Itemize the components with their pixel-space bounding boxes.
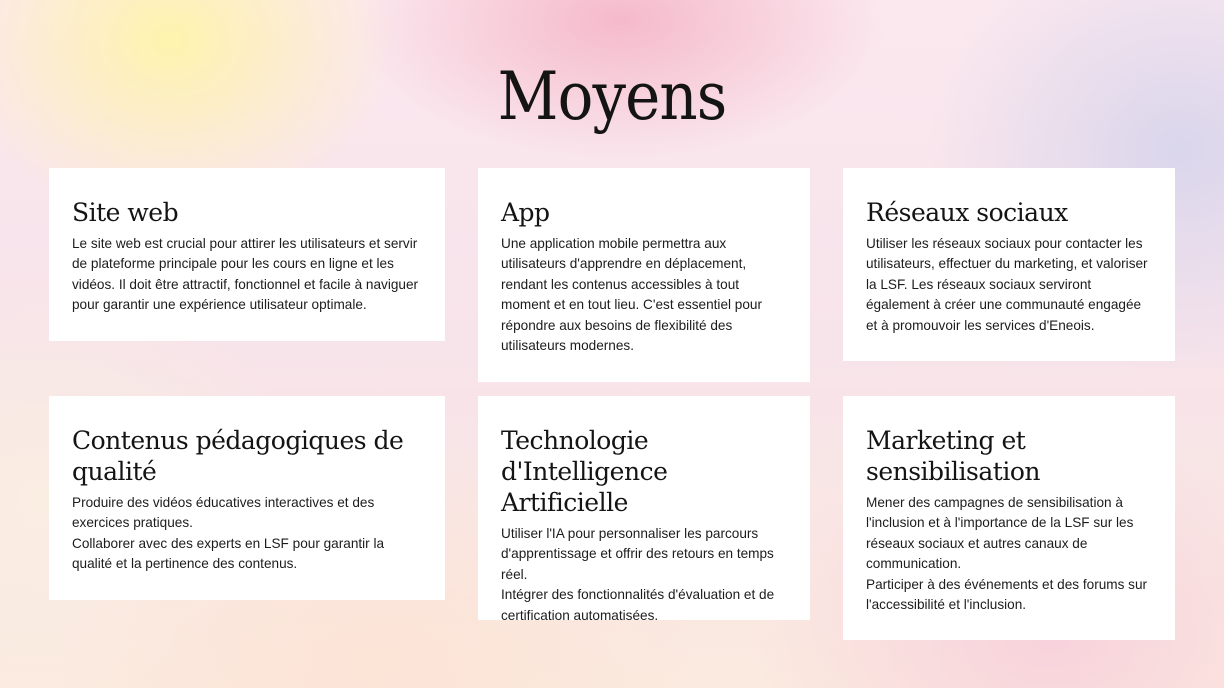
card-marketing-sensibilisation [843,396,1175,640]
card-title: Technologie d'Intelligence Artificielle [501,426,668,517]
card-body: Le site web est crucial pour attirer les utilisateurs et servir de plateforme principale pour les cours en ligne et les vidéos. Il doit être attractif, fonctionnel et facile à naviguer pour garantir une expérience utilisateur optimale. [72,236,419,313]
card-body: Utiliser l'IA pour personnaliser les parcours d'apprentissage et offrir des retours en temps réel. Intégrer des fonctionnalités d'évaluation et de certification automatisées. [501,526,775,623]
card-title: Site web [72,198,179,227]
card-title: Marketing et sensibilisation [866,426,1040,486]
card-app [478,168,810,382]
card-title: App [501,198,550,227]
card-title: Réseaux sociaux [866,198,1068,227]
card-body: Utiliser les réseaux sociaux pour contacter les utilisateurs, effectuer du marketing, et valoriser la LSF. Les réseaux sociaux serviront également à créer une communauté engagée et à promouvoir les services d'Eneois. [866,236,1148,333]
card-reseaux-sociaux [843,168,1175,361]
card-body: Produire des vidéos éducatives interactives et des exercices pratiques. Collaborer avec des experts en LSF pour garantir la qualité et la pertinence des contenus. [72,495,385,572]
card-body: Une application mobile permettra aux utilisateurs d'apprendre en déplacement, rendant les contenus accessibles à tout moment et en tout lieu. C'est essentiel pour répondre aux besoins de flexibilité des utilisateurs modernes. [501,236,763,354]
card-site-web [49,168,445,341]
card-body: Mener des campagnes de sensibilisation à l'inclusion et à l'importance de la LSF sur les réseaux sociaux et autres canaux de communication. Participer à des événements et des forums sur l'accessibilité et l'inclusion. [866,495,1148,613]
page-title: Moyens [497,58,727,135]
card-contenus-pedagogiques [49,396,445,600]
card-technologie-ia [478,396,810,623]
card-title: Contenus pédagogiques de qualité [72,426,404,486]
